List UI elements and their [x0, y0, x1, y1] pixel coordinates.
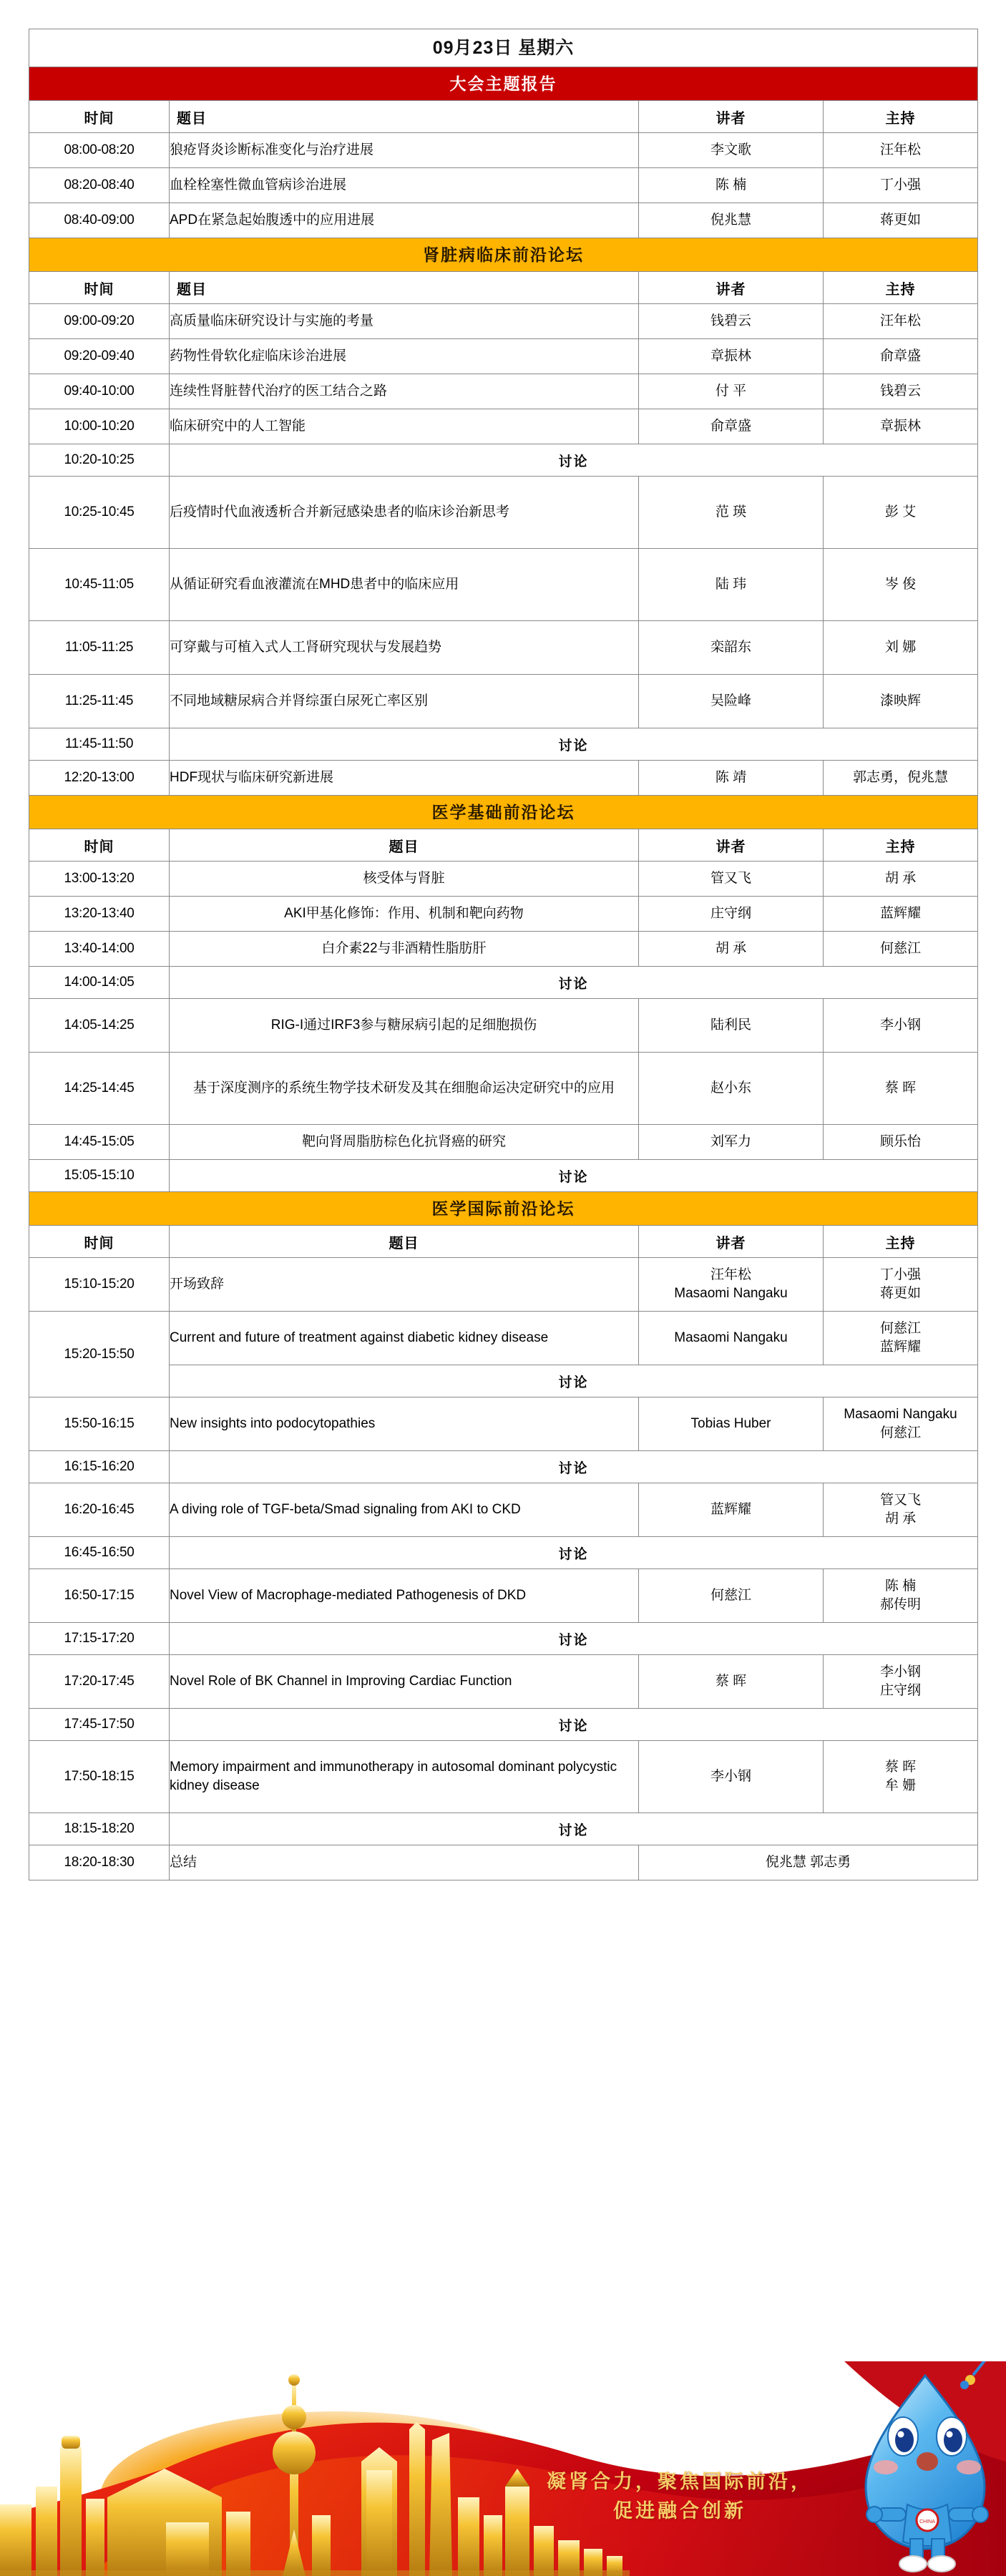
row-chair: 汪年松	[824, 133, 978, 168]
table-row	[29, 862, 978, 897]
table-row	[29, 897, 978, 932]
row-time: 12:20-13:00	[29, 761, 170, 796]
row-chair: 刘 娜	[824, 621, 978, 675]
column-header-speaker: 讲者	[639, 1226, 824, 1258]
column-header-speaker: 讲者	[639, 101, 824, 133]
row-chair: 何慈江 蓝辉耀	[824, 1312, 978, 1365]
table-row	[29, 1397, 978, 1451]
row-time: 11:25-11:45	[29, 675, 170, 728]
row-speaker: 蔡 晖	[639, 1655, 824, 1709]
row-chair: 蔡 晖	[824, 1053, 978, 1125]
column-header-time: 时间	[29, 101, 170, 133]
row-discussion: 讨论	[170, 728, 978, 761]
table-row	[29, 932, 978, 967]
footer-graphic	[0, 2361, 1006, 2576]
row-time: 10:25-10:45	[29, 477, 170, 549]
row-time: 08:40-09:00	[29, 203, 170, 238]
column-header-time: 时间	[29, 1226, 170, 1258]
row-title: Memory impairment and immunotherapy in autosomal dominant polycystic kidney disease	[170, 1741, 639, 1813]
row-discussion: 讨论	[170, 1365, 978, 1397]
row-chair: 李小钢	[824, 999, 978, 1053]
row-time: 14:05-14:25	[29, 999, 170, 1053]
section-banner-row	[29, 1192, 978, 1226]
column-header-time: 时间	[29, 272, 170, 304]
row-title: 后疫情时代血液透析合并新冠感染患者的临床诊治新思考	[170, 477, 639, 549]
column-header-row	[29, 101, 978, 133]
row-title: 从循证研究看血液灌流在MHD患者中的临床应用	[170, 549, 639, 621]
table-row	[29, 1845, 978, 1880]
row-time: 13:40-14:00	[29, 932, 170, 967]
column-header-title: 题目	[170, 829, 639, 862]
section-banner: 医学国际前沿论坛	[29, 1192, 978, 1226]
table-row	[29, 1483, 978, 1537]
row-speaker: 蓝辉耀	[639, 1483, 824, 1537]
row-speaker: 管又飞	[639, 862, 824, 897]
section-banner-row	[29, 796, 978, 829]
column-header-title: 题目	[170, 272, 639, 304]
row-chair: 钱碧云	[824, 374, 978, 409]
row-title: 基于深度测序的系统生物学技术研发及其在细胞命运决定研究中的应用	[170, 1053, 639, 1125]
row-chair: 岑 俊	[824, 549, 978, 621]
row-chair: 蓝辉耀	[824, 897, 978, 932]
row-time: 13:20-13:40	[29, 897, 170, 932]
row-title: 药物性骨软化症临床诊治进展	[170, 339, 639, 374]
row-chair: 章振林	[824, 409, 978, 444]
row-title: 核受体与肾脏	[170, 862, 639, 897]
table-row	[29, 549, 978, 621]
row-time: 14:00-14:05	[29, 967, 170, 999]
row-time: 14:25-14:45	[29, 1053, 170, 1125]
row-chair: 丁小强	[824, 168, 978, 203]
row-time: 11:45-11:50	[29, 728, 170, 761]
table-row	[29, 1312, 978, 1365]
section-banner-row	[29, 238, 978, 272]
row-title: RIG-I通过IRF3参与糖尿病引起的足细胞损伤	[170, 999, 639, 1053]
row-title: 连续性肾脏替代治疗的医工结合之路	[170, 374, 639, 409]
row-title: 临床研究中的人工智能	[170, 409, 639, 444]
row-time: 15:10-15:20	[29, 1258, 170, 1312]
table-row	[29, 409, 978, 444]
row-time: 15:05-15:10	[29, 1160, 170, 1192]
table-row	[29, 133, 978, 168]
row-time: 16:20-16:45	[29, 1483, 170, 1537]
table-row	[29, 1365, 978, 1397]
table-row	[29, 621, 978, 675]
table-row	[29, 1451, 978, 1483]
row-time: 17:15-17:20	[29, 1623, 170, 1655]
column-header-row	[29, 272, 978, 304]
row-chair: Masaomi Nangaku 何慈江	[824, 1397, 978, 1451]
row-chair: 陈 楠 郝传明	[824, 1569, 978, 1623]
row-speaker: 吴险峰	[639, 675, 824, 728]
row-time: 18:20-18:30	[29, 1845, 170, 1880]
row-time: 17:20-17:45	[29, 1655, 170, 1709]
table-row	[29, 203, 978, 238]
row-time: 16:45-16:50	[29, 1537, 170, 1569]
table-row	[29, 1623, 978, 1655]
section-banner: 肾脏病临床前沿论坛	[29, 238, 978, 272]
section-banner: 医学基础前沿论坛	[29, 796, 978, 829]
row-title: HDF现状与临床研究新进展	[170, 761, 639, 796]
row-chair: 彭 艾	[824, 477, 978, 549]
row-chair: 顾乐怡	[824, 1125, 978, 1160]
row-title: Novel View of Macrophage-mediated Pathogenesis of DKD	[170, 1569, 639, 1623]
table-row	[29, 1125, 978, 1160]
row-chair: 俞章盛	[824, 339, 978, 374]
row-chair: 汪年松	[824, 304, 978, 339]
mascot-badge-text: CHINA	[919, 2519, 935, 2524]
row-speaker: 陆利民	[639, 999, 824, 1053]
section-banner-row	[29, 67, 978, 101]
row-title: APD在紧急起始腹透中的应用进展	[170, 203, 639, 238]
row-time: 09:00-09:20	[29, 304, 170, 339]
row-title: 总结	[170, 1845, 639, 1880]
column-header-chair: 主持	[824, 1226, 978, 1258]
row-discussion: 讨论	[170, 1709, 978, 1741]
column-header-speaker: 讲者	[639, 272, 824, 304]
row-speaker: 付 平	[639, 374, 824, 409]
row-title: 高质量临床研究设计与实施的考量	[170, 304, 639, 339]
row-speaker: 庄守纲	[639, 897, 824, 932]
row-time: 16:50-17:15	[29, 1569, 170, 1623]
row-speaker: 赵小东	[639, 1053, 824, 1125]
row-title: A diving role of TGF-beta/Smad signaling from AKI to CKD	[170, 1483, 639, 1537]
row-time: 17:50-18:15	[29, 1741, 170, 1813]
row-speaker: 栾韶东	[639, 621, 824, 675]
table-row	[29, 1537, 978, 1569]
table-row	[29, 168, 978, 203]
table-row	[29, 728, 978, 761]
column-header-time: 时间	[29, 829, 170, 862]
row-time: 14:45-15:05	[29, 1125, 170, 1160]
row-time: 16:15-16:20	[29, 1451, 170, 1483]
row-discussion: 讨论	[170, 444, 978, 477]
table-row	[29, 374, 978, 409]
row-time: 08:00-08:20	[29, 133, 170, 168]
row-discussion: 讨论	[170, 967, 978, 999]
row-chair: 管又飞 胡 承	[824, 1483, 978, 1537]
row-time: 10:20-10:25	[29, 444, 170, 477]
row-speaker: 汪年松 Masaomi Nangaku	[639, 1258, 824, 1312]
table-row	[29, 675, 978, 728]
row-speaker: 章振林	[639, 339, 824, 374]
row-discussion: 讨论	[170, 1160, 978, 1192]
row-time: 10:45-11:05	[29, 549, 170, 621]
row-time: 17:45-17:50	[29, 1709, 170, 1741]
footer-artwork	[0, 2361, 1006, 2576]
table-row	[29, 1258, 978, 1312]
row-chair: 李小钢 庄守纲	[824, 1655, 978, 1709]
row-title: Novel Role of BK Channel in Improving Cardiac Function	[170, 1655, 639, 1709]
table-row	[29, 761, 978, 796]
table-row	[29, 1709, 978, 1741]
row-time: 15:20-15:50	[29, 1312, 170, 1397]
row-speaker: Masaomi Nangaku	[639, 1312, 824, 1365]
table-row	[29, 304, 978, 339]
row-discussion: 讨论	[170, 1813, 978, 1845]
row-speaker: 陈 楠	[639, 168, 824, 203]
row-chair: 漆映辉	[824, 675, 978, 728]
table-row	[29, 477, 978, 549]
row-speaker: 刘军力	[639, 1125, 824, 1160]
row-title: Current and future of treatment against diabetic kidney disease	[170, 1312, 639, 1365]
table-row	[29, 1813, 978, 1845]
row-time: 09:40-10:00	[29, 374, 170, 409]
row-title: 开场致辞	[170, 1258, 639, 1312]
table-row	[29, 1160, 978, 1192]
column-header-speaker: 讲者	[639, 829, 824, 862]
table-row	[29, 1741, 978, 1813]
row-time: 09:20-09:40	[29, 339, 170, 374]
section-banner: 大会主题报告	[29, 67, 978, 101]
row-title: New insights into podocytopathies	[170, 1397, 639, 1451]
row-speaker: 何慈江	[639, 1569, 824, 1623]
row-time: 08:20-08:40	[29, 168, 170, 203]
row-title: 血栓栓塞性微血管病诊治进展	[170, 168, 639, 203]
column-header-title: 题目	[170, 101, 639, 133]
table-row	[29, 999, 978, 1053]
table-row	[29, 339, 978, 374]
row-speaker: 胡 承	[639, 932, 824, 967]
column-header-chair: 主持	[824, 272, 978, 304]
table-row	[29, 1655, 978, 1709]
row-time: 10:00-10:20	[29, 409, 170, 444]
row-chair: 郭志勇，倪兆慧	[824, 761, 978, 796]
row-speaker: 俞章盛	[639, 409, 824, 444]
schedule-container	[29, 29, 977, 1880]
schedule-table	[29, 29, 978, 1880]
row-chair: 丁小强 蒋更如	[824, 1258, 978, 1312]
row-time: 15:50-16:15	[29, 1397, 170, 1451]
table-row	[29, 1569, 978, 1623]
row-title: 可穿戴与可植入式人工肾研究现状与发展趋势	[170, 621, 639, 675]
row-chair: 蔡 晖 牟 姗	[824, 1741, 978, 1813]
table-row	[29, 967, 978, 999]
row-people: 倪兆慧 郭志勇	[639, 1845, 978, 1880]
row-time: 11:05-11:25	[29, 621, 170, 675]
row-discussion: 讨论	[170, 1623, 978, 1655]
column-header-chair: 主持	[824, 101, 978, 133]
row-chair: 胡 承	[824, 862, 978, 897]
row-speaker: 倪兆慧	[639, 203, 824, 238]
row-title: AKI甲基化修饰：作用、机制和靶向药物	[170, 897, 639, 932]
row-speaker: 李文歌	[639, 133, 824, 168]
date-banner-row	[29, 29, 978, 67]
row-speaker: 钱碧云	[639, 304, 824, 339]
row-title: 不同地域糖尿病合并肾综蛋白尿死亡率区别	[170, 675, 639, 728]
row-title: 狼疮肾炎诊断标准变化与治疗进展	[170, 133, 639, 168]
row-discussion: 讨论	[170, 1451, 978, 1483]
column-header-chair: 主持	[824, 829, 978, 862]
column-header-row	[29, 1226, 978, 1258]
date-banner: 09月23日 星期六	[29, 29, 978, 67]
row-speaker: Tobias Huber	[639, 1397, 824, 1451]
row-speaker: 李小钢	[639, 1741, 824, 1813]
row-chair: 何慈江	[824, 932, 978, 967]
row-title: 靶向肾周脂肪棕色化抗肾癌的研究	[170, 1125, 639, 1160]
footer-slogan: 凝肾合力，聚焦国际前沿， 促进融合创新	[547, 2471, 813, 2522]
row-discussion: 讨论	[170, 1537, 978, 1569]
table-row	[29, 444, 978, 477]
column-header-title: 题目	[170, 1226, 639, 1258]
row-chair: 蒋更如	[824, 203, 978, 238]
row-time: 18:15-18:20	[29, 1813, 170, 1845]
column-header-row	[29, 829, 978, 862]
row-speaker: 陆 玮	[639, 549, 824, 621]
row-speaker: 陈 靖	[639, 761, 824, 796]
row-speaker: 范 瑛	[639, 477, 824, 549]
row-title: 白介素22与非酒精性脂肪肝	[170, 932, 639, 967]
table-row	[29, 1053, 978, 1125]
row-time: 13:00-13:20	[29, 862, 170, 897]
